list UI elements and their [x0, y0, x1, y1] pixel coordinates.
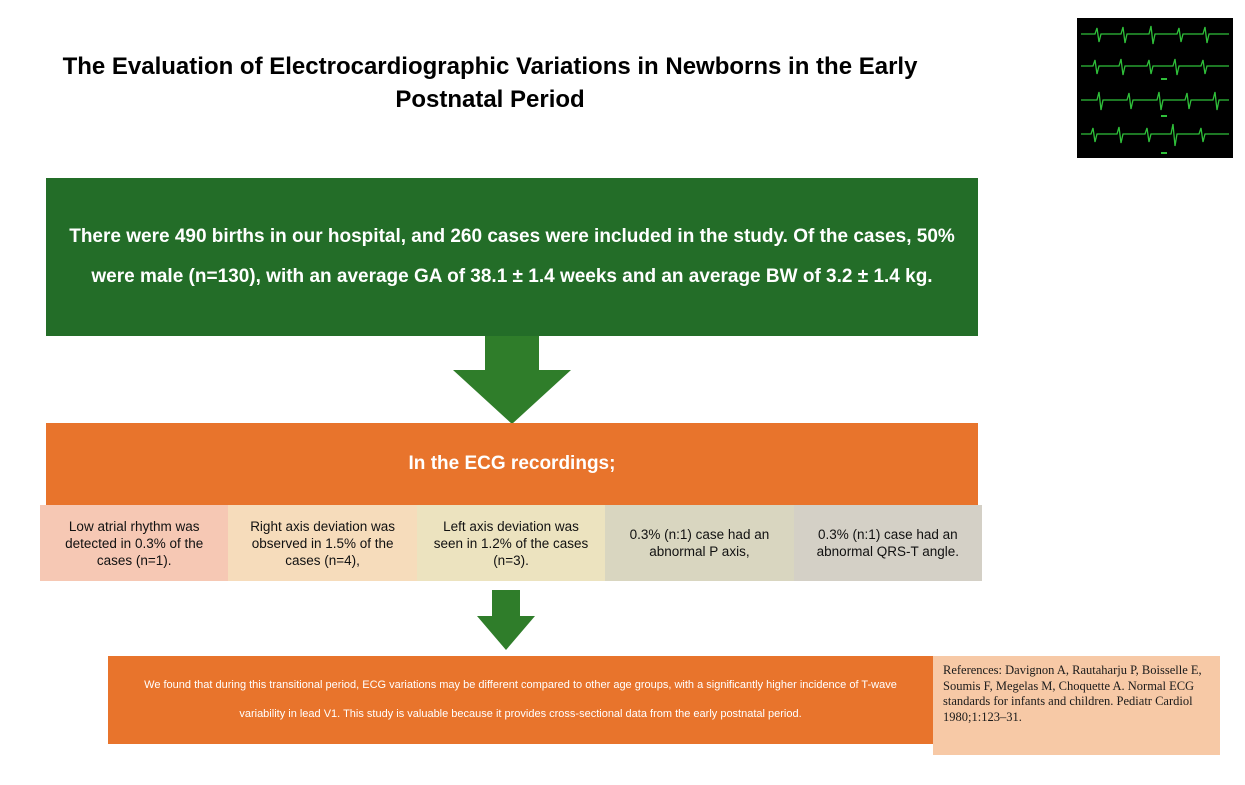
ecg-trace-graphic — [1077, 18, 1233, 158]
poster-title: The Evaluation of Electrocardiographic Variations in Newborns in the Early Postnatal Period — [62, 53, 918, 113]
finding-right-axis-deviation — [228, 505, 416, 581]
down-arrow-icon — [453, 336, 571, 424]
finding-text: Right axis deviation was observed in 1.5% of the cases (n=4), — [250, 518, 396, 568]
finding-text: 0.3% (n:1) case had an abnormal QRS-T angle. — [816, 527, 959, 559]
findings-row — [40, 505, 982, 581]
finding-text: Left axis deviation was seen in 1.2% of the cases (n=3). — [433, 518, 589, 568]
finding-abnormal-p-axis — [605, 505, 793, 581]
down-arrow-icon — [477, 590, 535, 650]
summary-box — [46, 178, 978, 336]
finding-text: Low atrial rhythm was detected in 0.3% of the cases (n=1). — [65, 518, 204, 568]
conclusion-box — [108, 656, 933, 744]
finding-text: 0.3% (n:1) case had an abnormal P axis, — [629, 527, 770, 559]
summary-text: There were 490 births in our hospital, and 260 cases were included in the study. Of the cases, 50% were male (n=130), with an average GA of 38.1 ± 1.4 weeks and an average BW of 3.2 ± 1.4 kg. — [69, 226, 955, 287]
finding-abnormal-qrs-t-angle — [794, 505, 982, 581]
ecg-trace-icon — [1077, 18, 1233, 158]
references-box — [933, 656, 1220, 755]
conclusion-text: We found that during this transitional period, ECG variations may be different compared to other age groups, with a significantly higher incidence of T-wave variability in lead V1. This study is valuable because it provides cross-sectional data from the early postnatal period. — [144, 679, 897, 720]
finding-left-axis-deviation — [417, 505, 605, 581]
finding-low-atrial-rhythm — [40, 505, 228, 581]
references-text: References: Davignon A, Rautaharju P, Boisselle E, Soumis F, Megelas M, Choquette A. Normal ECG standards for infants and children. Pediatr Cardiol 1980;1:123–31. — [943, 663, 1202, 724]
ecg-recordings-header — [46, 423, 978, 507]
ecg-recordings-title: In the ECG recordings; — [408, 453, 616, 474]
